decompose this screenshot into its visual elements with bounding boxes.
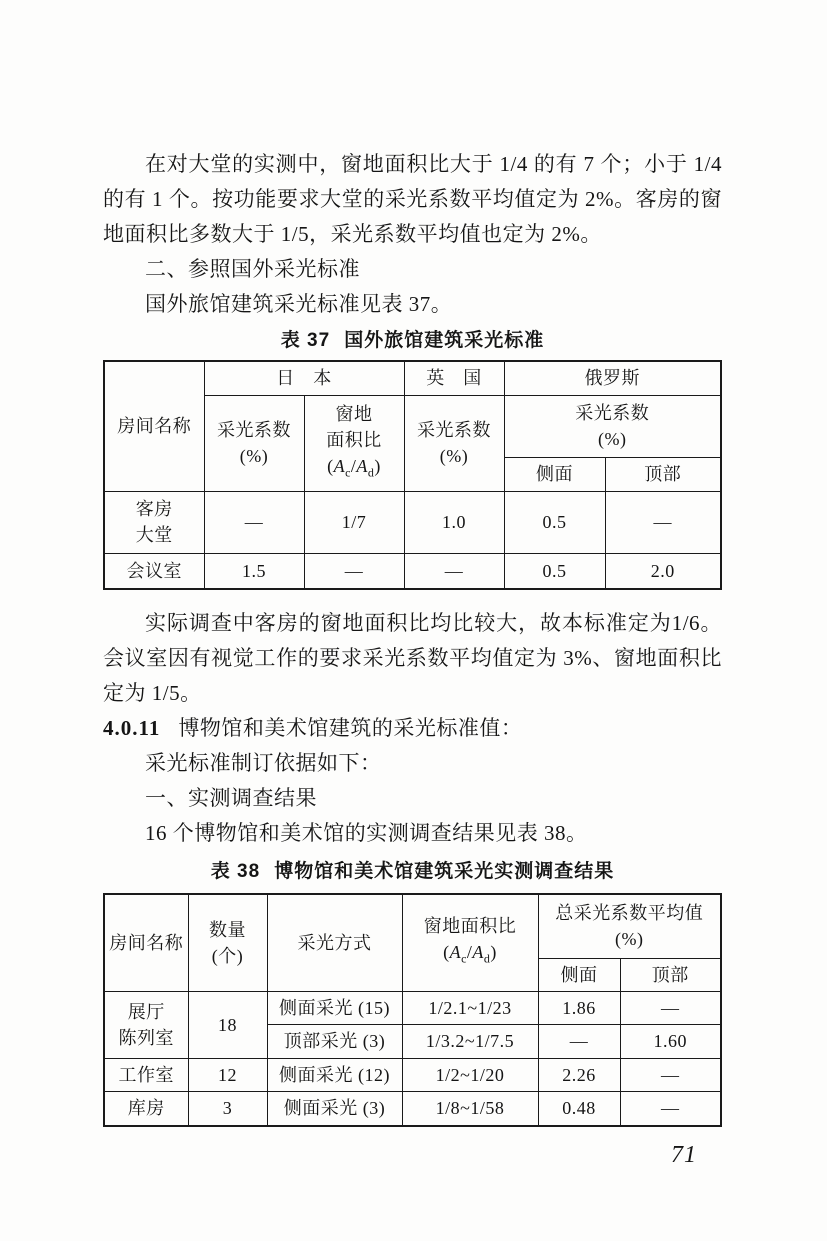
t38-row1-room-line2: 陈列室 <box>118 1027 174 1048</box>
paragraph-see-table-38: 16 个博物馆和美术馆的实测调查结果见表 38。 <box>145 821 588 845</box>
t38-header-window-floor-ratio <box>402 894 538 991</box>
t38-row1-top: — <box>620 991 721 1024</box>
table-38-caption-title: 博物馆和美术馆建筑采光实测调查结果 <box>274 861 615 882</box>
t38-row3-qty: 12 <box>188 1058 267 1091</box>
formula-close-paren: ) <box>490 942 497 963</box>
t38-row3-method: 侧面采光 (12) <box>267 1058 402 1091</box>
t37-uk-dc-label: 采光系数 <box>417 420 491 440</box>
clause-number: 4.0.11 <box>103 716 161 740</box>
table-38-caption-label: 表 38 <box>210 861 261 882</box>
t37-ru-dc-unit: (%) <box>598 429 627 449</box>
t37-header-japan-daylight-factor <box>204 395 304 491</box>
paragraph-basis: 采光标准制订依据如下： <box>145 751 382 775</box>
t38-row3-wdr: 1/2~1/20 <box>402 1058 538 1091</box>
formula-a1: A <box>333 455 346 476</box>
formula-sub1: c <box>345 465 351 480</box>
t38-row2-top: 1.60 <box>620 1024 721 1058</box>
t38-row2-method: 顶部采光 (3) <box>267 1024 402 1058</box>
t37-jp-wdr-line1: 窗地 <box>335 403 373 424</box>
clause-title: 博物馆和美术馆建筑的采光标准值： <box>178 716 523 740</box>
t38-total-label: 总采光系数平均值 <box>555 903 704 924</box>
t37-row2-jp-dc: 1.5 <box>204 553 304 589</box>
t38-row3-top: — <box>620 1058 721 1091</box>
t38-row3-side: 2.26 <box>538 1058 620 1091</box>
t37-row1-room-line2: 大堂 <box>135 525 173 545</box>
t37-row2-ru-side: 0.5 <box>504 553 605 589</box>
table-37-caption-title: 国外旅馆建筑采光标准 <box>344 330 545 351</box>
t37-row1-room <box>104 491 204 553</box>
table-row <box>104 491 721 553</box>
table-37-caption-label: 表 37 <box>280 330 331 351</box>
t38-row3-room: 工作室 <box>104 1058 188 1091</box>
table-38-caption <box>103 859 722 885</box>
formula-a2: A <box>472 942 484 963</box>
t37-row1-ru-side: 0.5 <box>504 491 605 553</box>
t38-header-total-daylight-factor <box>538 894 721 958</box>
formula-sub2: d <box>367 465 375 480</box>
t38-row4-side: 0.48 <box>538 1091 620 1126</box>
t38-header-side-lighting: 侧面 <box>538 958 620 991</box>
table-37-caption <box>103 328 722 354</box>
formula-sub2: d <box>483 952 491 967</box>
heading-foreign-standards: 二、参照国外采光标准 <box>145 257 360 281</box>
table-37-foreign-hotel-daylight-standards <box>103 360 722 590</box>
table-row <box>104 553 721 589</box>
t37-header-russia-daylight-factor <box>504 395 721 457</box>
t38-row1-room <box>104 991 188 1058</box>
formula-close-paren: ) <box>374 455 381 476</box>
t38-row1-method: 侧面采光 (15) <box>267 991 402 1024</box>
paragraph-actual-survey: 实际调查中客房的窗地面积比均比较大，故本标准定为1/6。会议室因有视觉工作的要求采光系数平均值定为 3%、窗地面积比定为 1/5。 <box>103 611 722 705</box>
t37-row2-jp-wdr: — <box>304 553 404 589</box>
t37-row2-uk-dc: — <box>404 553 504 589</box>
t38-header-room-name: 房间名称 <box>104 894 188 991</box>
table-row <box>104 1058 721 1091</box>
t38-row4-top: — <box>620 1091 721 1126</box>
formula-slash: / <box>466 942 473 963</box>
t37-header-japan-window-floor-ratio <box>304 395 404 491</box>
paragraph-lobby-survey: 在对大堂的实测中，窗地面积比大于 1/4 的有 7 个；小于 1/4 的有 1 个。按功能要求大堂的采光系数平均值定为 2%。客房的窗地面积比多数大于 1/5，采光系数平均值也定为 2%。 <box>103 152 722 246</box>
t38-row2-side: — <box>538 1024 620 1058</box>
heading-survey-results: 一、实测调查结果 <box>145 786 317 810</box>
t37-row1-uk-dc: 1.0 <box>404 491 504 553</box>
t38-row1-room-line1: 展厅 <box>127 1001 165 1022</box>
t38-row2-wdr: 1/3.2~1/7.5 <box>402 1024 538 1058</box>
t37-row2-room: 会议室 <box>104 553 204 589</box>
t38-row4-qty: 3 <box>188 1091 267 1126</box>
t38-row4-wdr: 1/8~1/58 <box>402 1091 538 1126</box>
t38-window-floor-ratio-formula <box>405 939 536 972</box>
formula-sub1: c <box>461 952 467 967</box>
t37-jp-wdr-line2: 面积比 <box>326 429 382 450</box>
formula-a1: A <box>449 942 462 963</box>
page-content <box>103 0 722 1127</box>
t38-wdr-label: 窗地面积比 <box>423 916 517 937</box>
t37-header-top-lighting: 顶部 <box>605 457 721 491</box>
t38-header-quantity <box>188 894 267 991</box>
t37-row1-room-line1: 客房 <box>135 499 173 519</box>
t37-row1-jp-wdr: 1/7 <box>304 491 404 553</box>
t38-header-top-lighting: 顶部 <box>620 958 721 991</box>
formula-open-paren: ( <box>327 455 334 476</box>
formula-open-paren: ( <box>443 942 450 963</box>
t37-row2-ru-top: 2.0 <box>605 553 721 589</box>
t37-row1-jp-dc: — <box>204 491 304 553</box>
formula-slash: / <box>350 455 357 476</box>
t38-total-unit: (%) <box>615 929 644 950</box>
table-38-museum-survey-results <box>103 893 722 1127</box>
t38-row4-room: 库房 <box>104 1091 188 1126</box>
t37-header-room-name: 房间名称 <box>104 361 204 491</box>
t38-qty-unit: (个) <box>211 945 244 966</box>
t38-row1-qty: 18 <box>188 991 267 1058</box>
t37-row1-ru-top: — <box>605 491 721 553</box>
t38-header-lighting-method: 采光方式 <box>267 894 402 991</box>
paragraph-see-table-37: 国外旅馆建筑采光标准见表 37。 <box>145 292 453 316</box>
table-row <box>104 1091 721 1126</box>
t37-ru-dc-label: 采光系数 <box>575 403 650 423</box>
t38-row1-wdr: 1/2.1~1/23 <box>402 991 538 1024</box>
t37-window-floor-ratio-formula <box>307 453 402 486</box>
formula-a2: A <box>356 455 368 476</box>
t38-qty-label: 数量 <box>209 919 246 940</box>
t37-header-russia: 俄罗斯 <box>504 361 721 395</box>
t37-header-uk: 英 国 <box>404 361 504 395</box>
t37-header-japan: 日 本 <box>204 361 404 395</box>
page-number: 71 <box>671 1142 697 1168</box>
t37-jp-dc-unit: (%) <box>239 446 269 466</box>
t38-row1-side: 1.86 <box>538 991 620 1024</box>
t37-uk-dc-unit: (%) <box>439 446 469 466</box>
t37-header-uk-daylight-factor <box>404 395 504 491</box>
t37-jp-dc-label: 采光系数 <box>217 420 291 440</box>
clause-4-0-11 <box>103 711 722 746</box>
t37-header-side-lighting: 侧面 <box>504 457 605 491</box>
table-row <box>104 991 721 1024</box>
t38-row4-method: 侧面采光 (3) <box>267 1091 402 1126</box>
